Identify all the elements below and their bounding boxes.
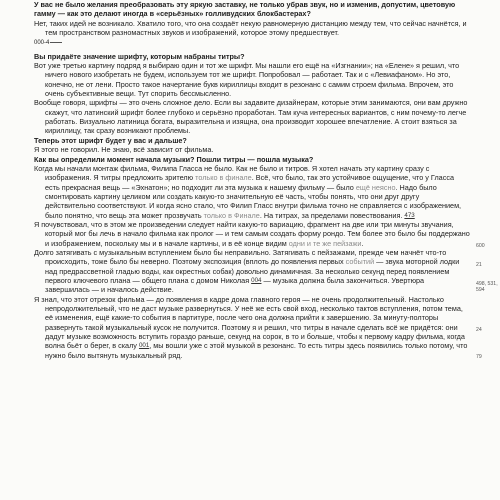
answer: Вот уже третью картину подряд я выбираю один и тот же шрифт. Мы нашли его ещё на «Изгнании»; на «Елене» я решил, что ничего нового изобретать не будем, используем тот же шрифт. Попробовал — работает. Так и с «Левиафаном». Но это, конечно, не от лени. Просто такое начертание букв кириллицы входит в резонанс с самим строем фильма. Впрочем, это очень субъективные вещи. Тут спорить бессмысленно. [34,61,460,99]
question: Теперь этот шрифт будет у вас и дальше? [34,135,187,145]
highlighted-text: событий [345,257,375,267]
highlighted-text: одни и те же пейзажи [288,238,362,248]
highlighted-text: только в финале [195,173,252,183]
answer: Я этого не говорил. Не знаю, всё зависит от фильма. [34,145,214,155]
question: У вас не было желания преобразовать эту яркую заставку, не только убрав звук, но и изменив, допустим, цветовую гамму — как это делают иногда в «серьёзных» голливудских блокбастерах? [34,0,456,19]
highlighted-text: ещё неясно [355,182,396,192]
clip-reference[interactable]: 473 [404,211,415,219]
section-separator [34,39,470,48]
clip-reference[interactable]: 004 [251,276,262,284]
margin-number: 79 [476,354,482,360]
answer: Я знал, что этот отрезок фильма — до появления в кадре дома главного героя — не очень продолжительный. Настолько непродолжительный, что не даст музыке развернуться. У неё же есть свой вход, несколько тактов вступления, потом тема, её изменения, ещё какие-то события в партитуре, после чего она должна прийти к завершению. За минуту-полторы развернуть такой музыкальный кусок не получится. Поэтому я и решил, что титры в начале сделать всё же придётся: они дадут музыке возможность вступить гораздо раньше, секунд на сорок, в то и больше, чтобы к первому кадру фильма, когда волна бьёт о берег, в скалу 001, мы вошли уже с этой музыкой в резонанс. То есть титры здесь появились только потому, что нужно было вытянуть музыкальный ряд. [34,294,468,360]
question: Как вы определили момент начала музыки? Пошли титры — пошла музыка? [34,154,314,164]
margin-number: 24 [476,327,482,333]
answer: Я почувствовал, что в этом же произведении следует найти какую-то вариацию, фрагмент на две или три минуты звучания, который мог бы лечь в начало фильма как пролог — и тем самым создать форму рондо. Тем более это было бы поддержано и изображением, поскольку мы и в начале картины, и в её конце видим одни и те же пейзажи. [34,219,470,248]
question: Вы придаёте значение шрифту, которым набраны титры? [34,51,245,61]
answer: Вообще говоря, шрифты — это очень сложное дело. Если вы задавите дизайнерам, которые этим занимаются, они вам дружно скажут, что латинский шрифт более глубоко и серьёзно проработан. Там куча интересных вариантов, с ним почему-то легче работать. Визуально латиница богата, выразительна и изящна, она производит хорошее впечатление. А стоит взяться за кириллицу, так сразу возникают проблемы. [34,98,468,136]
margin-number: 498, 531, 594 [476,281,498,293]
separator-rule [50,42,62,43]
answer: Когда мы начали монтаж фильма, Филипа Гласса не было. Как не было и титров. Я хотел начать эту картину сразу с изображения. Я титры предложить зрителю только в финале. Всё, что было, так это устойчивое ощущение, что у Гласса есть прекрасная вещь — «Эхнатон»; но подходит ли эта музыка к нашему фильму — было ещё неясно. Надо было смонтировать картину целиком или создать какую-то значительную её часть, чтобы понять, что они друг другу действительно соответствуют. И когда ясно стало, что Филип Гласс внутри фильма точно не справляется с изображением, было понятно, что вещь эта может прозвучать только в Финале. На титрах, за пределами повествования. 473 [34,163,462,220]
margin-number: 600 [476,243,485,249]
highlighted-text: только в Финале [203,210,260,220]
answer: Нет, таких идей не возникало. Хватило того, что она создаёт некую равномерную дистанцию между тем, что сейчас начнётся, и тем пространством разномастных звуков и изображений, которое этому предшествует. [34,18,467,38]
answer: Долго затягивать с музыкальным вступлением было бы неправильно. Затягивать с пейзажами, прежде чем начнёт что-то происходить, тоже было бы неверно. Поэтому экспозиция (вплоть до появления первых событий — звука моторной лодки над предрассветной гладью воды, как окрестных собак) довольно динамичная. За несколько секунд перед появлением первого ключевого плана — общего плана с домом Николая 004 — музыка должна была закончиться. Увертюра завершилась — и началось действие. [34,247,460,295]
separator-code: 000-4 [34,40,50,47]
clip-reference[interactable]: 001 [138,342,150,350]
text-column [34,0,470,360]
margin-number: 21 [476,262,482,268]
